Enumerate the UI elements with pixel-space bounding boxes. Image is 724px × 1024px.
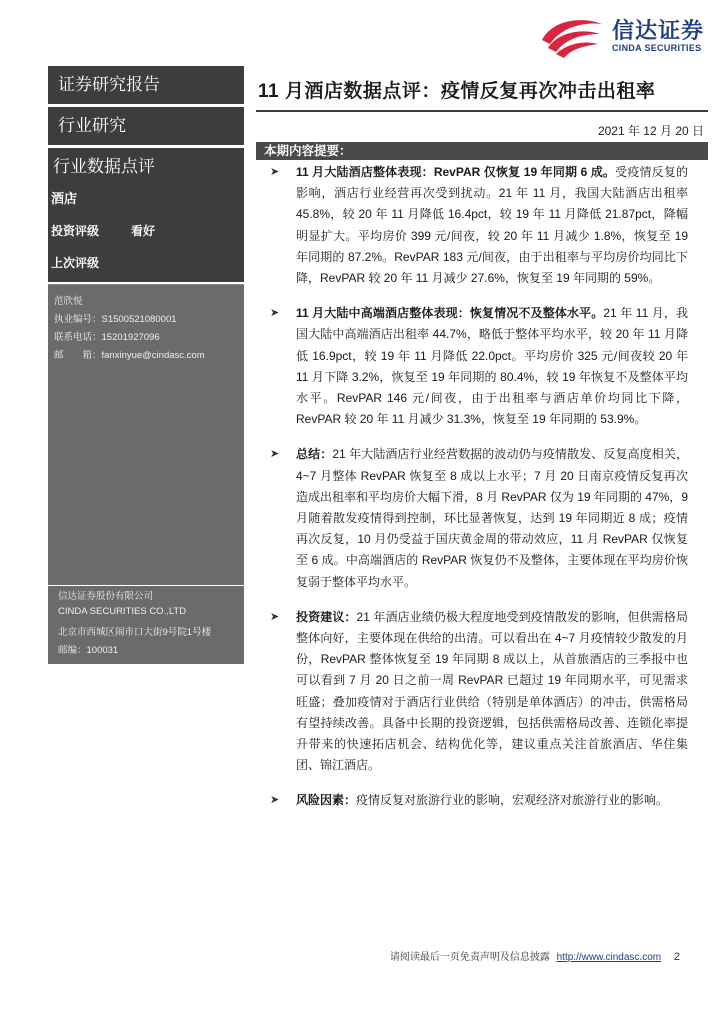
analyst-contact [48, 284, 244, 585]
bullet-body: 21 年 11 月，我国大陆中高端酒店出租率 44.7%，略低于整体平均水平，较 20 年 11 月降低 16.9pct，较 19 年 11 月降低 22.0pct。平均房价 325 元/间夜较 20 年 11 月下降 3.2%，恢复至 19 年同期的 80.4%，较 19 年恢复不及整体平均水平。RevPAR 146 元/间夜，由于出租率与酒店单价均同比下降，RevPAR 较 20 年 11 月减少 31.3%，恢复至 19 年同期的 53.9%。 [296, 306, 688, 427]
arrow-bullet-icon: ➤ [270, 610, 280, 623]
bullet-body: 受疫情反复的影响，酒店行业经营再次受到扰动。21 年 11 月，我国大陆酒店出租率 45.8%，较 20 年 11 月降低 16.4pct，较 19 年 11 月降低 21.87pct，降幅明显扩大。平均房价 399 元/间夜，较 20 年 11 月减少 1.8%，恢复至 19 年同期的 87.2%。RevPAR 183 元/间夜，由于出租率与平均房价均同比下降，RevPAR 较 20 年 11 月减少 27.6%，恢复至 19 年同期的 59%。 [296, 165, 688, 286]
logo-english-name: CINDA SECURITIES [611, 43, 702, 53]
bullet-heading: 11 月大陆中高端酒店整体表现：恢复情况不及整体水平。 [296, 306, 604, 321]
bullet-item [268, 444, 688, 592]
report-subcategory: 行业数据点评 [53, 157, 155, 176]
summary-header-bar [256, 142, 708, 160]
report-type: 证券研究报告 [48, 66, 244, 104]
bullet-body: 21 年大陆酒店行业经营数据的波动仍与疫情散发、反复高度相关，4~7 月整体 RevPAR 恢复至 8 成以上水平；7 月 20 日南京疫情反复再次造成出租率和平均房价大幅下滑，8 月 RevPAR 仅为 19 年同期的 47%，9 月随着散发疫情得到控制，环比显著恢复，达到 19 年同期近 8 成；疫情再次反复，10 月仍受益于国庆黄金周的带动效应，11 月 RevPAR 仅恢复至 6 成。中高端酒店的 RevPAR 恢复仍不及整体，主要体现在平均房价恢复弱于整体平均水平。 [296, 447, 688, 589]
page-number: 2 [673, 951, 680, 963]
rating-value: 看好 [131, 224, 156, 238]
bullet-heading: 11 月大陆酒店整体表现：RevPAR 仅恢复 19 年同期 6 成。 [296, 165, 616, 179]
company-info [48, 586, 244, 664]
rating-panel [48, 148, 244, 282]
arrow-bullet-icon: ➤ [270, 794, 280, 807]
report-category: 行业研究 [48, 107, 244, 145]
cinda-logo-icon [538, 14, 608, 58]
arrow-bullet-icon: ➤ [270, 307, 280, 320]
company-address: 北京市西城区闹市口大街9号院1号楼 [58, 627, 212, 638]
bullet-body: 21 年酒店业绩仍极大程度地受到疫情散发的影响，但供需格局整体向好，主要体现在供给的出清。可以看出在 4~7 月疫情较少散发的月份，RevPAR 整体恢复至 19 年同期 8 成以上，从首旅酒店的三季报中也可以看到 7 月 20 日之前一周 RevPAR 已超过 19 年同期水平，可见需求旺盛；叠加疫情对于酒店行业供给（特别是单体酒店）的冲击，供需格局有望持续改善。具备中长期的投资逻辑，包括供需格局改善、连锁化率提升带来的快速拓店机会、结构优化等，建议重点关注首旅酒店、华住集团、锦江酒店。 [296, 609, 688, 773]
bullet-heading: 投资建议： [296, 609, 357, 624]
arrow-bullet-icon: ➤ [270, 448, 280, 461]
industry-name: 酒店 [51, 191, 78, 206]
company-chinese-name: 信达证券股份有限公司 [58, 591, 154, 602]
bullet-heading: 风险因素： [296, 793, 357, 808]
analyst-license: 执业编号：S1500521080001 [54, 314, 177, 325]
analyst-name: 范欣悦 [54, 296, 83, 307]
analyst-email: 邮 箱：fanxinyue@cindasc.com [54, 350, 205, 361]
bullet-item [268, 162, 688, 289]
summary-header: 本期内容提要： [264, 144, 352, 158]
summary-bullets [268, 162, 688, 826]
rating-row [51, 220, 240, 242]
page-footer [390, 948, 680, 963]
arrow-bullet-icon: ➤ [270, 166, 280, 178]
company-postcode: 邮编：100031 [58, 645, 119, 656]
rating-label: 投资评级 [51, 224, 100, 238]
bullet-heading: 总结： [296, 447, 333, 462]
logo-chinese-name: 信达证券 [611, 18, 704, 43]
prev-rating-row [51, 252, 240, 274]
footer-disclaimer: 请阅读最后一页免责声明及信息披露 [389, 952, 550, 963]
bullet-item [268, 303, 688, 430]
report-title: 11 月酒店数据点评：疫情反复再次冲击出租率 [258, 81, 656, 102]
company-logo [538, 14, 704, 58]
report-date: 2021 年 12 月 20 日 [597, 124, 704, 138]
footer-website-link[interactable]: http://www.cindasc.com [556, 952, 662, 963]
left-sidebar [48, 66, 244, 664]
prev-rating-label: 上次评级 [51, 256, 100, 270]
bullet-item [268, 790, 688, 811]
bullet-item [268, 607, 688, 777]
title-divider [256, 110, 708, 112]
company-english-name: CINDA SECURITIES CO.,LTD [58, 606, 187, 617]
bullet-body: 疫情反复对旅游行业的影响，宏观经济对旅游行业的影响。 [356, 793, 669, 808]
analyst-phone: 联系电话：15201927096 [54, 332, 160, 343]
